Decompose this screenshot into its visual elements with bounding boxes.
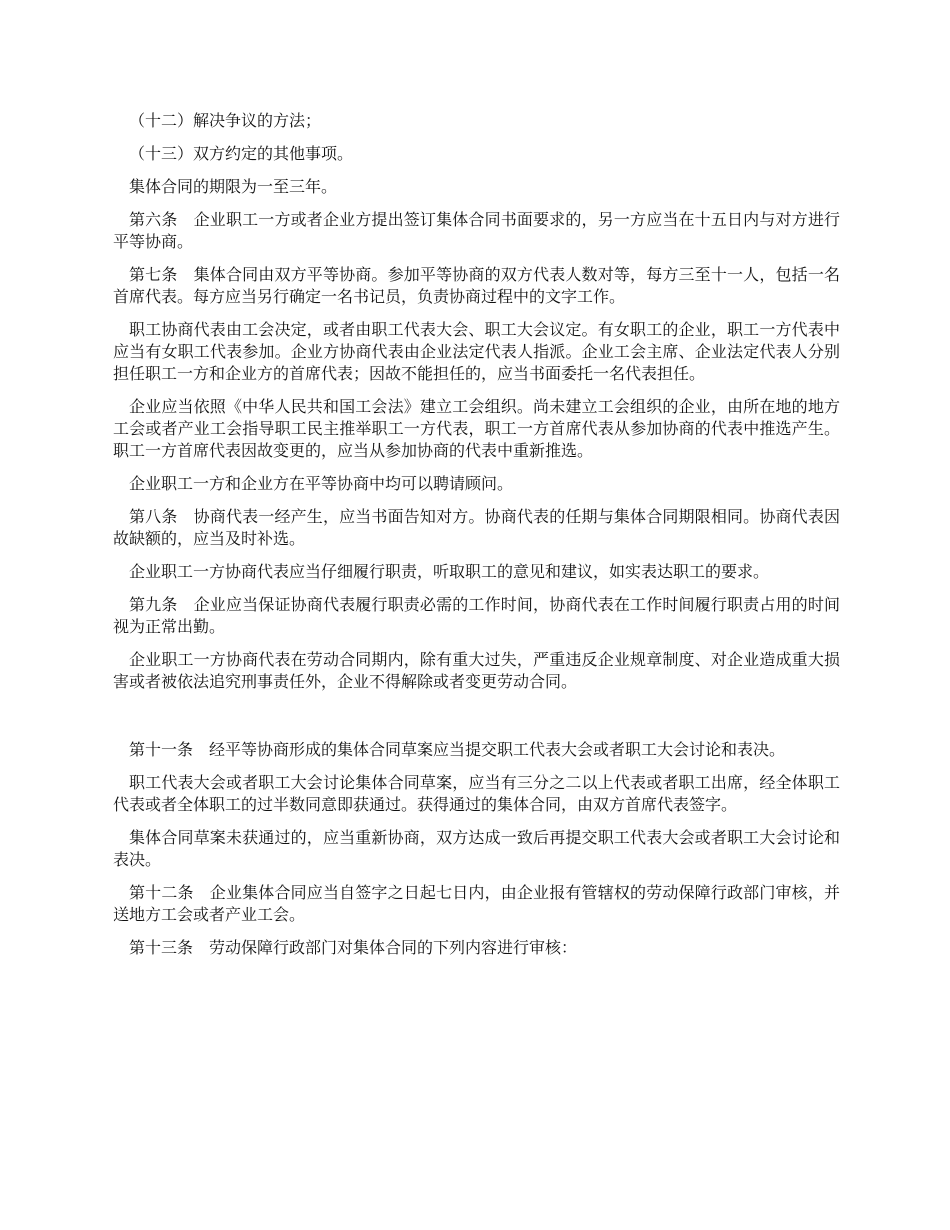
document-body [113, 110, 840, 970]
contract-term-paragraph: 集体合同的期限为一至三年。 [129, 177, 338, 196]
article-7-paragraph: 第七条 集体合同由双方平等协商。参加平等协商的双方代表人数对等，每方三至十一人，包括一名首席代表。每方应当另行确定一名书记员，负责协商过程中的文字工作。 [113, 265, 840, 306]
clause-item-13: （十三）双方约定的其他事项。 [129, 144, 354, 163]
worker-representatives-paragraph: 职工协商代表由工会决定，或者由职工代表大会、职工大会议定。有女职工的企业，职工一方代表中应当有女职工代表参加。企业方协商代表由企业法定代表人指派。企业工会主席、企业法定代表人分别担任职工一方和企业方的首席代表；因故不能担任的，应当书面委托一名代表担任。 [113, 320, 840, 383]
duties-paragraph: 企业职工一方协商代表应当仔细履行职责，听取职工的意见和建议，如实表达职工的要求。 [129, 562, 770, 581]
consultants-paragraph: 企业职工一方和企业方在平等协商中均可以聘请顾问。 [129, 474, 514, 493]
article-12-paragraph: 第十二条 企业集体合同应当自签字之日起七日内，由企业报有管辖权的劳动保障行政部门审核，并送地方工会或者产业工会。 [113, 883, 840, 924]
labor-contract-protection-paragraph: 企业职工一方协商代表在劳动合同期内，除有重大过失，严重违反企业规章制度、对企业造成重大损害或者被依法追究刑事责任外，企业不得解除或者变更劳动合同。 [113, 650, 840, 691]
clause-item-12: （十二）解决争议的方法； [129, 111, 322, 130]
article-6-paragraph: 第六条 企业职工一方或者企业方提出签订集体合同书面要求的，另一方应当在十五日内与对方进行平等协商。 [113, 210, 840, 251]
congress-vote-paragraph: 职工代表大会或者职工大会讨论集体合同草案，应当有三分之二以上代表或者职工出席，经全体职工代表或者全体职工的过半数同意即获通过。获得通过的集体合同，由双方首席代表签字。 [113, 773, 840, 814]
article-11-paragraph: 第十一条 经平等协商形成的集体合同草案应当提交职工代表大会或者职工大会讨论和表决。 [129, 740, 786, 759]
article-8-paragraph: 第八条 协商代表一经产生，应当书面告知对方。协商代表的任期与集体合同期限相同。协商代表因故缺额的，应当及时补选。 [113, 507, 840, 548]
article-9-paragraph: 第九条 企业应当保证协商代表履行职责必需的工作时间，协商代表在工作时间履行职责占用的时间视为正常出勤。 [113, 595, 840, 636]
section-gap [113, 704, 840, 739]
union-establishment-paragraph: 企业应当依照《中华人民共和国工会法》建立工会组织。尚未建立工会组织的企业，由所在地的地方工会或者产业工会指导职工民主推举职工一方代表，职工一方首席代表从参加协商的代表中推选产生。职工一方首席代表因故变更的，应当从参加协商的代表中重新推选。 [113, 397, 840, 460]
article-13-paragraph: 第十三条 劳动保障行政部门对集体合同的下列内容进行审核： [129, 938, 578, 957]
draft-rejected-paragraph: 集体合同草案未获通过的，应当重新协商，双方达成一致后再提交职工代表大会或者职工大会讨论和表决。 [113, 828, 840, 869]
